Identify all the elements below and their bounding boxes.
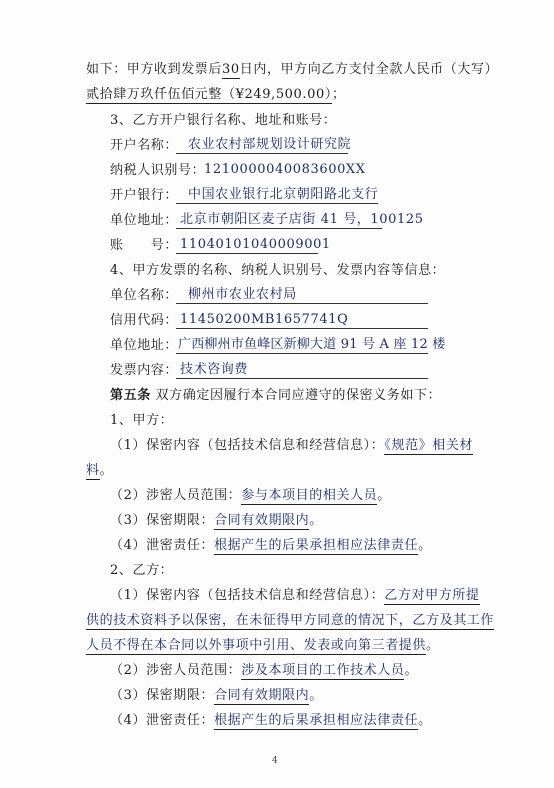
invoice-addr-label: 单位地址：: [110, 338, 179, 353]
party-a-scope-line: [110, 437, 473, 455]
party-a-period-label: （3）保密期限：: [110, 513, 215, 528]
invoice-addr-value: 广西柳州市鱼峰区新柳大道 91 号 A 座 12 楼: [178, 337, 446, 352]
party-a-staff-value: 参与本项目的相关人员: [241, 488, 378, 503]
party-b-period-value: 合同有效期限内: [214, 688, 310, 703]
invoice-content-underline: [176, 378, 428, 379]
article5-text: 双方确定因履行本合同应遵守的保密义务如下：: [155, 388, 442, 403]
party-a-liability-value: 根据产生的后果承担相应法律责任: [214, 538, 419, 553]
party-b-liability-line: [110, 712, 432, 730]
page-number: 4: [272, 756, 278, 766]
party-b-heading: 2、乙方：: [110, 563, 174, 578]
invoice-content-value: 技术咨询费: [180, 362, 249, 377]
party-a-staff-end: 。: [377, 488, 391, 503]
bank-name-label: 开户名称：: [110, 138, 179, 153]
party-b-staff-label: （2）涉密人员范围：: [110, 663, 242, 678]
article5-line: [110, 387, 441, 405]
bank-taxid-label: 纳税人识别号：: [110, 163, 206, 178]
party-b-scope-cont-1: [86, 612, 494, 630]
bank-heading: 3、乙方开户银行名称、地址和账号：: [110, 113, 337, 128]
party-b-staff-line: [110, 662, 418, 680]
party-a-liability-label: （4）泄密责任：: [110, 538, 215, 553]
invoice-addr-underline: [176, 353, 428, 354]
invoice-unit-label: 单位名称：: [110, 288, 179, 303]
bank-acct-label: 账 号：: [110, 238, 179, 253]
party-b-scope-v2: 供的技术资料予以保密，在未征得甲方同意的情况下，乙方及其工作: [86, 613, 495, 628]
party-a-period-end: 。: [309, 513, 323, 528]
bank-addr-underline: [176, 228, 382, 229]
party-a-staff-label: （2）涉密人员范围：: [110, 488, 242, 503]
invoice-content-label: 发票内容：: [110, 363, 179, 378]
party-b-scope-v1: 乙方对甲方所提: [384, 588, 480, 603]
party-a-scope-end: 。: [99, 463, 114, 478]
party-b-period-line: [110, 687, 323, 705]
invoice-unit-value: 柳州市农业农村局: [188, 287, 297, 302]
party-b-period-label: （3）保密期限：: [110, 688, 215, 703]
payment-days: 30: [222, 62, 240, 77]
party-b-scope-cont-2: [86, 637, 440, 655]
bank-name-underline: [176, 153, 348, 154]
party-b-liability-label: （4）泄密责任：: [110, 713, 215, 728]
party-a-heading: 1、甲方：: [110, 413, 174, 428]
invoice-heading: 4、甲方发票的名称、纳税人识别号、发票内容等信息：: [110, 263, 446, 278]
bank-acct-value: 11040101040009001: [180, 237, 331, 252]
bank-addr-label: 单位地址：: [110, 213, 179, 228]
party-a-period-value: 合同有效期限内: [214, 513, 310, 528]
party-a-staff-line: [110, 487, 391, 505]
bank-bank-value: 中国农业银行北京朝阳路北支行: [188, 187, 379, 202]
bank-addr-value: 北京市朝阳区麦子店街 41 号，100125: [180, 212, 424, 227]
party-b-scope-label: （1）保密内容（包括技术信息和经营信息）：: [110, 588, 385, 603]
party-b-staff-value: 涉及本项目的工作技术人员: [241, 663, 405, 678]
party-b-scope-line: [110, 587, 480, 605]
bank-name-value: 农业农村部规划设计研究院: [188, 137, 352, 152]
party-a-scope-label: （1）保密内容（包括技术信息和经营信息）：: [110, 438, 385, 453]
article5-title: 第五条: [110, 388, 151, 403]
party-b-period-end: 。: [309, 688, 323, 703]
payment-line-1: [86, 61, 498, 79]
invoice-unit-underline: [176, 303, 428, 304]
invoice-credit-value: 11450200MB1657741Q: [180, 312, 349, 327]
party-b-liability-value: 根据产生的后果承担相应法律责任: [214, 713, 419, 728]
party-b-liability-end: 。: [418, 713, 432, 728]
invoice-credit-underline: [176, 328, 428, 329]
payment-line-2: [86, 86, 346, 104]
party-a-liability-end: 。: [418, 538, 432, 553]
invoice-credit-label: 信用代码：: [110, 313, 179, 328]
bank-taxid-value: 1210000040083600XX: [204, 162, 366, 177]
payment-end: ；: [332, 87, 346, 102]
party-b-scope-end: 。: [426, 638, 440, 653]
party-a-scope-value: 《规范》相关材: [384, 438, 474, 453]
payment-text-b: 日内，甲方向乙方支付全款人民币（大写）: [239, 62, 499, 77]
bank-acct-underline: [176, 253, 318, 254]
party-a-period-line: [110, 512, 323, 530]
payment-amount: 贰拾肆万玖仟伍佰元整（¥249,500.00）: [86, 87, 333, 102]
party-a-scope-value-cont: 料: [86, 463, 100, 478]
bank-bank-underline: [176, 203, 378, 204]
party-a-scope-cont: [86, 462, 113, 480]
bank-name-row: [110, 137, 178, 155]
party-b-scope-v3: 人员不得在本合同以外事项中引用、发表或向第三者提供: [86, 638, 427, 653]
bank-bank-label: 开户银行：: [110, 188, 179, 203]
party-a-liability-line: [110, 537, 432, 555]
payment-text-a: 如下：甲方收到发票后: [86, 62, 223, 77]
party-b-staff-end: 。: [404, 663, 419, 678]
